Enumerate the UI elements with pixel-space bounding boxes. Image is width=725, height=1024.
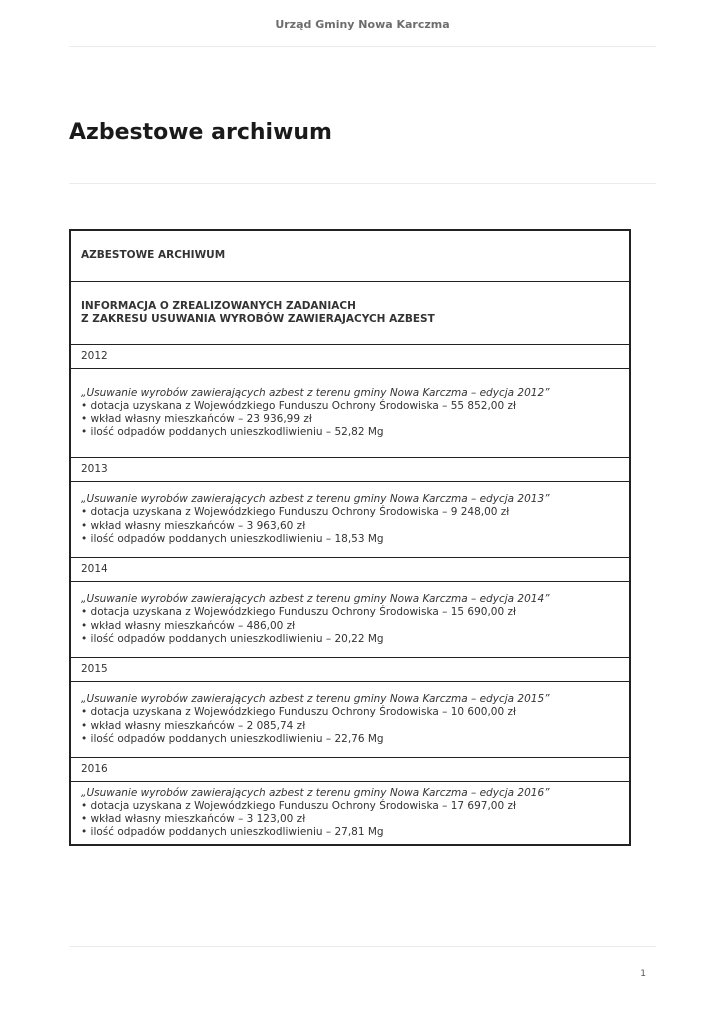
archive-table xyxy=(69,229,631,846)
header-divider xyxy=(69,46,656,47)
year-content-row xyxy=(70,682,630,758)
year-row xyxy=(70,658,630,682)
year-content xyxy=(70,369,630,458)
waste-amount: • ilość odpadów poddanych unieszkodliwieniu – 20,22 Mg xyxy=(81,632,384,645)
year-label: 2016 xyxy=(70,758,630,782)
year-row xyxy=(70,458,630,482)
project-name: „Usuwanie wyrobów zawierających azbest z terenu gminy Nowa Karczma – edycja 2015” xyxy=(81,693,550,706)
year-row xyxy=(70,345,630,369)
year-label: 2015 xyxy=(70,658,630,682)
own-contribution: • wkład własny mieszkańców – 3 123,00 zł xyxy=(81,813,306,825)
own-contribution: • wkład własny mieszkańców – 2 085,74 zł xyxy=(81,719,306,732)
waste-amount: • ilość odpadów poddanych unieszkodliwieniu – 27,81 Mg xyxy=(81,826,384,839)
waste-amount: • ilość odpadów poddanych unieszkodliwieniu – 52,82 Mg xyxy=(81,426,384,439)
year-content-row xyxy=(70,782,630,846)
page-number: 1 xyxy=(640,969,646,979)
table-title: AZBESTOWE ARCHIWUM xyxy=(70,230,630,282)
project-name: „Usuwanie wyrobów zawierających azbest z terenu gminy Nowa Karczma – edycja 2016” xyxy=(81,786,550,799)
table-title-row xyxy=(70,230,630,282)
year-content xyxy=(70,682,630,758)
grant-amount: • dotacja uzyskana z Wojewódzkiego Funduszu Ochrony Środowiska – 15 690,00 zł xyxy=(81,606,516,619)
year-row xyxy=(70,558,630,582)
table-info-heading xyxy=(70,282,630,345)
own-contribution: • wkład własny mieszkańców – 3 963,60 zł xyxy=(81,519,306,532)
own-contribution: • wkład własny mieszkańców – 23 936,99 zł xyxy=(81,413,312,425)
footer-divider xyxy=(69,946,656,947)
info-line-2: Z ZAKRESU USUWANIA WYROBÓW ZAWIERAJACYCH AZBEST xyxy=(81,313,435,325)
grant-amount: • dotacja uzyskana z Wojewódzkiego Funduszu Ochrony Środowiska – 55 852,00 zł xyxy=(81,399,516,412)
grant-amount: • dotacja uzyskana z Wojewódzkiego Funduszu Ochrony Środowiska – 10 600,00 zł xyxy=(81,706,516,719)
year-content xyxy=(70,582,630,658)
info-line-1: INFORMACJA O ZREALIZOWANYCH ZADANIACH xyxy=(81,299,356,312)
year-content-row xyxy=(70,482,630,558)
waste-amount: • ilość odpadów poddanych unieszkodliwieniu – 22,76 Mg xyxy=(81,732,384,745)
grant-amount: • dotacja uzyskana z Wojewódzkiego Funduszu Ochrony Środowiska – 9 248,00 zł xyxy=(81,506,510,519)
year-label: 2012 xyxy=(70,345,630,369)
year-label: 2014 xyxy=(70,558,630,582)
year-content-row xyxy=(70,369,630,458)
title-divider xyxy=(69,183,656,184)
year-label: 2013 xyxy=(70,458,630,482)
year-content-row xyxy=(70,582,630,658)
project-name: „Usuwanie wyrobów zawierających azbest z terenu gminy Nowa Karczma – edycja 2013” xyxy=(81,493,550,506)
site-title[interactable]: Urząd Gminy Nowa Karczma xyxy=(275,18,450,31)
year-row xyxy=(70,758,630,782)
table-info-row xyxy=(70,282,630,345)
site-header xyxy=(0,0,725,47)
year-content xyxy=(70,782,630,846)
project-name: „Usuwanie wyrobów zawierających azbest z terenu gminy Nowa Karczma – edycja 2014” xyxy=(81,593,550,606)
grant-amount: • dotacja uzyskana z Wojewódzkiego Funduszu Ochrony Środowiska – 17 697,00 zł xyxy=(81,799,516,812)
year-content xyxy=(70,482,630,558)
own-contribution: • wkład własny mieszkańców – 486,00 zł xyxy=(81,619,296,632)
waste-amount: • ilość odpadów poddanych unieszkodliwieniu – 18,53 Mg xyxy=(81,532,384,545)
page-title: Azbestowe archiwum xyxy=(69,120,332,145)
project-name: „Usuwanie wyrobów zawierających azbest z terenu gminy Nowa Karczma – edycja 2012” xyxy=(81,386,550,399)
